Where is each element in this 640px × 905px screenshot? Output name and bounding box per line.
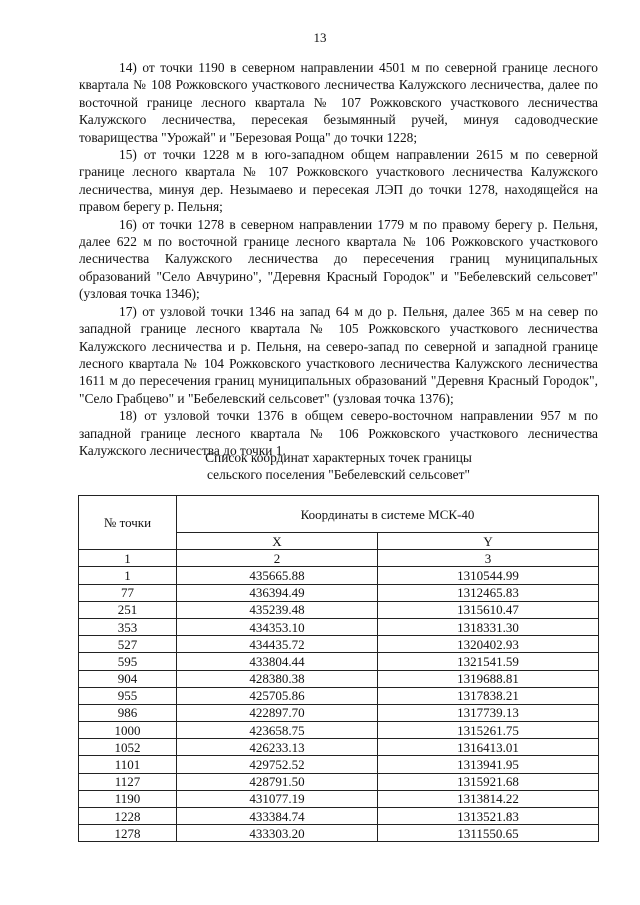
cell-y: 1310544.99 [378, 567, 599, 584]
cell-x: 425705.86 [177, 687, 378, 704]
table-row [79, 825, 599, 842]
header-point-number: № точки [79, 496, 177, 550]
cell-x: 436394.49 [177, 584, 378, 601]
table-row [79, 704, 599, 721]
cell-y: 1315261.75 [378, 722, 599, 739]
column-number: 1 [79, 550, 177, 567]
cell-y: 1319688.81 [378, 670, 599, 687]
cell-point: 1278 [79, 825, 177, 842]
cell-point: 955 [79, 687, 177, 704]
cell-point: 595 [79, 653, 177, 670]
cell-x: 433384.74 [177, 808, 378, 825]
caption-line-2: сельского поселения "Бебелевский сельсовет" [207, 467, 470, 483]
header-y: Y [378, 533, 599, 550]
header-x: X [177, 533, 378, 550]
cell-point: 1127 [79, 773, 177, 790]
document-body [79, 59, 598, 459]
table-row [79, 808, 599, 825]
cell-y: 1313814.22 [378, 790, 599, 807]
cell-x: 433804.44 [177, 653, 378, 670]
cell-x: 434435.72 [177, 636, 378, 653]
cell-point: 527 [79, 636, 177, 653]
table-row [79, 756, 599, 773]
column-number: 3 [378, 550, 599, 567]
cell-x: 428380.38 [177, 670, 378, 687]
paragraph-14: 14) от точки 1190 в северном направлении 4501 м по северной границе лесного квартала № 108 Рожковского участкового лесничества Калужского лесничества, далее по восточной границе лесного квартала № 107 Рожковского участкового лесничества Калужского лесничества, пересекая безымянный ручей, минуя садоводческие товарищества "Урожай" и "Березовая Роща" до точки 1228; [79, 60, 598, 145]
cell-x: 435665.88 [177, 567, 378, 584]
cell-x: 433303.20 [177, 825, 378, 842]
cell-y: 1311550.65 [378, 825, 599, 842]
caption-line-1: Список координат характерных точек границы [205, 450, 472, 465]
cell-point: 1228 [79, 808, 177, 825]
column-number-row [79, 550, 599, 567]
cell-y: 1317838.21 [378, 687, 599, 704]
cell-point: 77 [79, 584, 177, 601]
table-row [79, 790, 599, 807]
table-row [79, 739, 599, 756]
cell-y: 1316413.01 [378, 739, 599, 756]
cell-point: 251 [79, 601, 177, 618]
cell-x: 435239.48 [177, 601, 378, 618]
cell-y: 1315921.68 [378, 773, 599, 790]
paragraph-17: 17) от узловой точки 1346 на запад 64 м до р. Пельня, далее 365 м на север по западной границе лесного квартала № 105 Рожковского участкового лесничества Калужского лесничества и р. Пельня, на северо-запад по северной и западной границе лесного квартала № 104 Рожковского участкового лесничества Калужского лесничества 1611 м до пересечения границ муниципальных образований "Деревня Красный Городок", "Село Грабцево" и "Бебелевский сельсовет" (узловая точка 1376); [79, 303, 598, 406]
paragraph-18: 18) от узловой точки 1376 в общем северо-восточном направлении 957 м по западной границе лесного квартала № 106 Рожковского участкового лесничества Калужского лесничества до точки 1. [79, 408, 598, 458]
page-number: 13 [313, 30, 327, 45]
table-row [79, 618, 599, 635]
cell-x: 429752.52 [177, 756, 378, 773]
table-header-row [79, 496, 599, 533]
table-row [79, 773, 599, 790]
cell-y: 1313521.83 [378, 808, 599, 825]
cell-point: 1 [79, 567, 177, 584]
table-row [79, 584, 599, 601]
table-row [79, 687, 599, 704]
table-row [79, 636, 599, 653]
cell-point: 1190 [79, 790, 177, 807]
cell-x: 434353.10 [177, 618, 378, 635]
cell-point: 353 [79, 618, 177, 635]
cell-y: 1313941.95 [378, 756, 599, 773]
cell-point: 904 [79, 670, 177, 687]
cell-point: 1101 [79, 756, 177, 773]
cell-y: 1321541.59 [378, 653, 599, 670]
table-caption [79, 449, 598, 484]
table-row [79, 670, 599, 687]
coordinates-table [78, 495, 599, 842]
cell-x: 428791.50 [177, 773, 378, 790]
cell-y: 1315610.47 [378, 601, 599, 618]
cell-x: 431077.19 [177, 790, 378, 807]
paragraph-15: 15) от точки 1228 м в юго-западном общем направлении 2615 м по северной границе лесного квартала № 107 Рожковского участкового лесничества Калужского лесничества, минуя дер. Незымаево и пересекая ЛЭП до точки 1278, находящейся на правом берегу р. Пельня; [79, 147, 598, 215]
cell-y: 1320402.93 [378, 636, 599, 653]
cell-point: 1052 [79, 739, 177, 756]
cell-x: 422897.70 [177, 704, 378, 721]
cell-point: 986 [79, 704, 177, 721]
cell-x: 423658.75 [177, 722, 378, 739]
header-coordinate-system: Координаты в системе МСК-40 [177, 496, 599, 533]
table-row [79, 567, 599, 584]
cell-x: 426233.13 [177, 739, 378, 756]
cell-point: 1000 [79, 722, 177, 739]
table-row [79, 601, 599, 618]
table-row [79, 653, 599, 670]
paragraph-16: 16) от точки 1278 в северном направлении 1779 м по правому берегу р. Пельня, далее 622 м по восточной границе лесного квартала № 106 Рожковского участкового лесничества Калужского лесничества до пересечения границ муниципальных образований "Село Авчурино", "Деревня Красный Городок" и "Бебелевский сельсовет" (узловая точка 1346); [79, 216, 598, 302]
column-number: 2 [177, 550, 378, 567]
cell-y: 1317739.13 [378, 704, 599, 721]
table-row [79, 722, 599, 739]
cell-y: 1312465.83 [378, 584, 599, 601]
cell-y: 1318331.30 [378, 618, 599, 635]
